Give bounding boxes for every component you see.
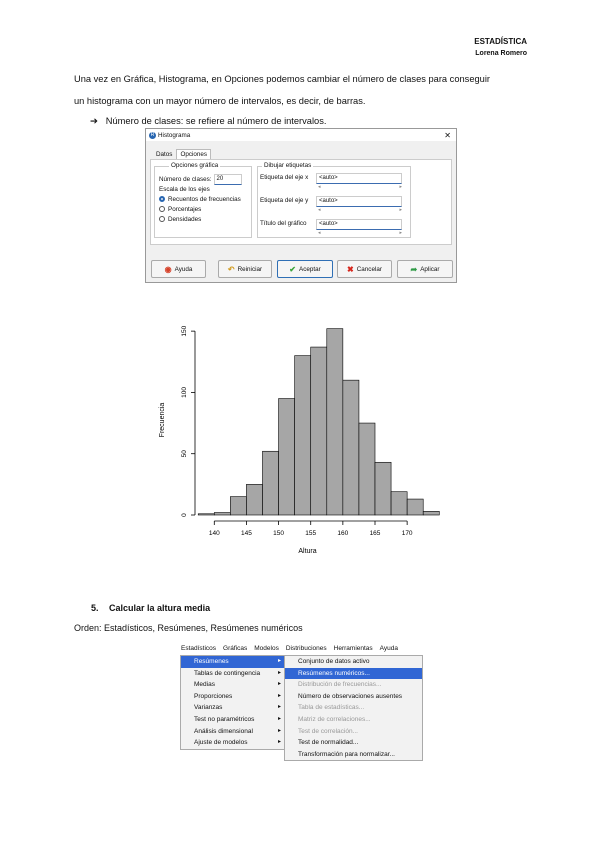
section-number: 5. <box>91 603 99 613</box>
radio-label: Porcentajes <box>168 205 202 213</box>
radio-group <box>159 194 241 224</box>
intro-line-1: Una vez en Gráfica, Histograma, en Opciones podemos cambiar el número de clases para conseguir <box>74 74 490 84</box>
histogram-bar <box>311 347 327 515</box>
x-axis-label: Altura <box>298 548 317 555</box>
histogram-bars <box>198 329 439 515</box>
section-title: Calcular la altura media <box>109 603 211 613</box>
menu-item[interactable] <box>181 691 284 703</box>
radio-empty-icon <box>159 206 165 212</box>
histogram-chart <box>150 315 440 565</box>
cancel-button[interactable] <box>337 260 392 278</box>
cancel-button-label: Cancelar <box>356 265 382 273</box>
menu-item-label: Test no paramétricos <box>194 715 255 723</box>
menu-item[interactable] <box>181 679 284 691</box>
num-classes-label: Número de clases: <box>159 176 212 183</box>
label-title-text: Título del gráfico <box>260 220 307 227</box>
y-tick-label: 0 <box>181 513 188 517</box>
label-y-input[interactable]: <auto> <box>316 196 402 207</box>
menu-item: Tabla de estadísticas... <box>298 704 365 712</box>
submenu-arrow-icon: ▸ <box>277 658 281 664</box>
menu-item[interactable]: Test de normalidad... <box>298 739 359 747</box>
cancel-x-icon: ✖ <box>347 264 354 274</box>
reset-button-label: Reiniciar <box>237 265 263 273</box>
x-tick-label: 145 <box>240 530 252 537</box>
x-tick-label: 170 <box>401 530 413 537</box>
menu-estadisticos[interactable]: Estadísticos <box>181 645 217 652</box>
menu-item[interactable]: Número de observaciones ausentes <box>298 692 403 700</box>
num-classes-row <box>159 174 242 185</box>
menu-item-label: Varianzas <box>194 704 223 712</box>
submenu-arrow-icon: ▸ <box>277 715 281 722</box>
histogram-bar <box>327 329 343 515</box>
label-x-scrollbar[interactable]: ◂ ▸ <box>318 184 402 190</box>
radio-selected-icon <box>159 196 165 202</box>
histogram-dialog <box>145 128 457 283</box>
menu-item[interactable] <box>181 656 284 668</box>
radio-frecuencias[interactable] <box>159 194 241 204</box>
histogram-bar <box>246 484 262 515</box>
menu-item[interactable]: Transformación para normalizar... <box>298 750 395 758</box>
histogram-bar <box>407 499 423 515</box>
menu-item[interactable] <box>181 668 284 680</box>
document-header-author: Lorena Romero <box>475 50 527 57</box>
menu-item-label: Proporciones <box>194 692 233 700</box>
dialog-titlebar <box>146 129 456 141</box>
group-title-graph: Opciones gráfica <box>171 162 219 169</box>
num-classes-input[interactable]: 20 <box>214 174 242 185</box>
label-title-input[interactable]: <auto> <box>316 219 402 230</box>
group-title-labels: Dibujar etiquetas <box>264 162 312 169</box>
ok-button[interactable] <box>277 260 333 278</box>
help-button-label: Ayuda <box>174 265 193 273</box>
menu-bar <box>181 643 421 655</box>
x-tick-label: 160 <box>337 530 349 537</box>
ok-button-label: Aceptar <box>299 265 321 273</box>
section-heading <box>91 603 210 613</box>
help-button[interactable] <box>151 260 206 278</box>
histogram-bar <box>423 511 439 515</box>
order-text: Orden: Estadísticos, Resúmenes, Resúmenes numéricos <box>74 623 303 633</box>
histogram-bar <box>391 492 407 515</box>
label-y-text: Etiqueta del eje y <box>260 197 309 204</box>
estadisticos-submenu <box>180 655 285 750</box>
x-tick-label: 150 <box>273 530 285 537</box>
bullet-text: Número de clases: se refiere al número de intervalos. <box>105 116 327 126</box>
document-header-title: ESTADÍSTICA <box>474 37 527 46</box>
menu-item[interactable] <box>181 726 284 738</box>
y-tick-label: 100 <box>181 386 188 398</box>
menu-item[interactable] <box>181 714 284 726</box>
close-icon[interactable]: ✕ <box>444 130 451 140</box>
y-tick-label: 50 <box>181 450 188 458</box>
menu-herramientas[interactable]: Herramientas <box>333 645 373 652</box>
menu-item-label: Tablas de contingencia <box>194 669 261 677</box>
histogram-bar <box>359 423 375 515</box>
menu-item-label: Ajuste de modelos <box>194 739 248 747</box>
submenu-arrow-icon: ▸ <box>277 681 281 688</box>
menu-item[interactable] <box>181 702 284 714</box>
menu-item: Test de correlación... <box>298 727 358 735</box>
histogram-bar <box>343 380 359 515</box>
axis-scale-label: Escala de los ejes <box>159 186 210 193</box>
menu-item[interactable]: Resúmenes numéricos... <box>285 668 422 680</box>
y-axis-label: Frecuencia <box>159 402 166 438</box>
menu-item-label: Medias <box>194 681 215 689</box>
r-logo-icon: R <box>150 131 155 138</box>
dialog-title: Histograma <box>158 131 191 139</box>
submenu-arrow-icon: ▸ <box>277 704 281 711</box>
checkmark-icon: ✔ <box>289 264 296 274</box>
radio-label: Densidades <box>168 215 202 223</box>
y-ticks <box>181 325 195 516</box>
x-ticks <box>209 521 413 537</box>
submenu-arrow-icon: ▸ <box>277 692 281 699</box>
undo-icon: ↶ <box>227 264 235 274</box>
apply-button-label: Aplicar <box>420 265 440 273</box>
radio-densidades[interactable] <box>159 214 241 224</box>
menu-item: Distribución de frecuencias... <box>298 681 382 689</box>
radio-empty-icon <box>159 216 165 222</box>
label-y-scrollbar[interactable]: ◂ ▸ <box>318 207 402 213</box>
apply-button[interactable] <box>397 260 453 278</box>
radio-porcentajes[interactable] <box>159 204 241 214</box>
label-title-scrollbar[interactable]: ◂ ▸ <box>318 230 402 236</box>
histogram-bar <box>230 497 246 515</box>
histogram-bar <box>295 356 311 515</box>
histogram-bar <box>198 514 214 515</box>
graph-options-group <box>154 162 252 238</box>
tab-opciones[interactable]: Opciones <box>176 149 211 160</box>
reset-button[interactable] <box>218 260 272 278</box>
resumenes-submenu <box>284 655 423 761</box>
menu-distribuciones[interactable]: Distribuciones <box>285 645 327 652</box>
labels-group <box>257 162 411 238</box>
menu-item-label: Análisis dimensional <box>194 727 253 735</box>
histogram-bar <box>279 399 295 515</box>
tab-datos[interactable]: Datos <box>156 151 173 158</box>
lifebuoy-icon: ◉ <box>164 264 172 274</box>
y-tick-label: 150 <box>181 325 188 337</box>
menu-ayuda[interactable]: Ayuda <box>379 645 398 652</box>
histogram-bar <box>375 462 391 515</box>
menu-item[interactable] <box>181 737 284 749</box>
x-tick-label: 155 <box>305 530 317 537</box>
menu-item[interactable]: Conjunto de datos activo <box>298 658 370 665</box>
histogram-bar <box>214 513 230 515</box>
label-x-input[interactable]: <auto> <box>316 173 402 184</box>
x-tick-label: 140 <box>208 530 220 537</box>
menu-item: Matriz de correlaciones... <box>298 715 371 723</box>
intro-line-2: un histograma con un mayor número de intervalos, es decir, de barras. <box>74 96 366 106</box>
forward-arrow-icon: ➦ <box>410 264 418 274</box>
menu-item-label: Resúmenes <box>194 658 229 665</box>
histogram-bar <box>263 451 279 515</box>
x-tick-label: 165 <box>369 530 381 537</box>
submenu-arrow-icon: ▸ <box>277 669 281 676</box>
arrow-icon: ➔ <box>90 116 98 126</box>
label-x-text: Etiqueta del eje x <box>260 174 309 181</box>
bullet-item <box>90 116 326 127</box>
radio-label: Recuentos de frecuencias <box>168 195 241 203</box>
submenu-arrow-icon: ▸ <box>277 739 281 746</box>
submenu-arrow-icon: ▸ <box>277 727 281 734</box>
options-panel <box>150 159 452 245</box>
menu-graficas[interactable]: Gráficas <box>223 645 248 652</box>
menu-modelos[interactable]: Modelos <box>254 645 279 652</box>
